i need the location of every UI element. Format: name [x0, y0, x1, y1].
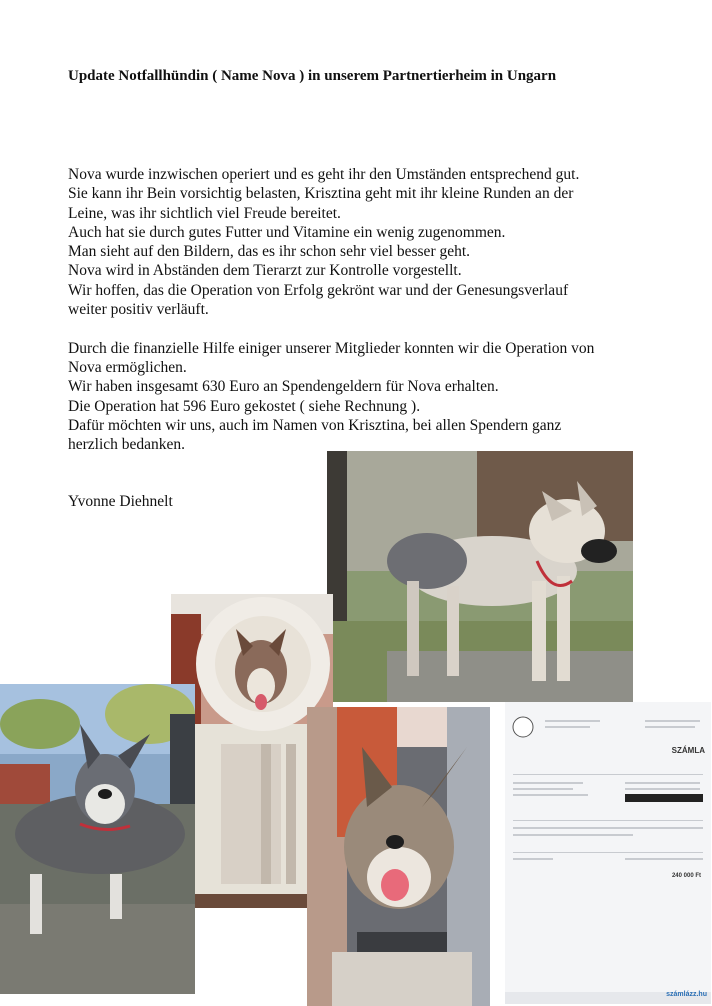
body-line: weiter positiv verläuft.: [68, 301, 209, 319]
invoice-total: 240 000 Ft: [671, 873, 701, 879]
body-line: Durch die finanzielle Hilfe einiger unserer Mitglieder konnten wir die Operation von: [68, 339, 595, 357]
body-line: Die Operation hat 596 Euro gekostet ( siehe Rechnung ).: [68, 397, 421, 415]
photo-dog-lying: [0, 684, 195, 994]
body-line: Nova ermöglichen.: [68, 358, 187, 376]
body-line: Dafür möchten wir uns, auch im Namen von Krisztina, bei allen Spendern ganz: [68, 416, 562, 434]
signature: Yvonne Diehnelt: [68, 493, 173, 510]
body-line: Man sieht auf den Bildern, das es ihr schon sehr viel besser geht.: [68, 243, 471, 261]
body-line: Auch hat sie durch gutes Futter und Vitamine ein wenig zugenommen.: [68, 223, 506, 241]
body-line: Leine, was ihr sichtlich viel Freude bereitet.: [68, 204, 341, 222]
document-title: Update Notfallhündin ( Name Nova ) in unserem Partnertierheim in Ungarn: [68, 68, 557, 84]
photo-dog-closeup: [307, 707, 490, 1006]
body-line: Wir haben insgesamt 630 Euro an Spendengeldern für Nova erhalten.: [68, 378, 499, 396]
photo-dog-standing: [327, 451, 633, 702]
invoice-footer-logo: számlázz.hu: [666, 991, 707, 998]
body-line: Sie kann ihr Bein vorsichtig belasten, Krisztina geht mit ihr kleine Runden an der: [68, 185, 574, 203]
invoice-image: [505, 702, 711, 1004]
document-body: [68, 165, 668, 454]
invoice-title: SZÁMLA: [671, 746, 705, 755]
body-line: Nova wurde inzwischen operiert und es geht ihr den Umständen entsprechend gut.: [68, 166, 580, 183]
body-line: herzlich bedanken.: [68, 436, 186, 454]
body-line: Wir hoffen, das die Operation von Erfolg gekrönt war und der Genesungsverlauf: [68, 281, 569, 299]
body-line: Nova wird in Abständen dem Tierarzt zur Kontrolle vorgestellt.: [68, 262, 462, 280]
